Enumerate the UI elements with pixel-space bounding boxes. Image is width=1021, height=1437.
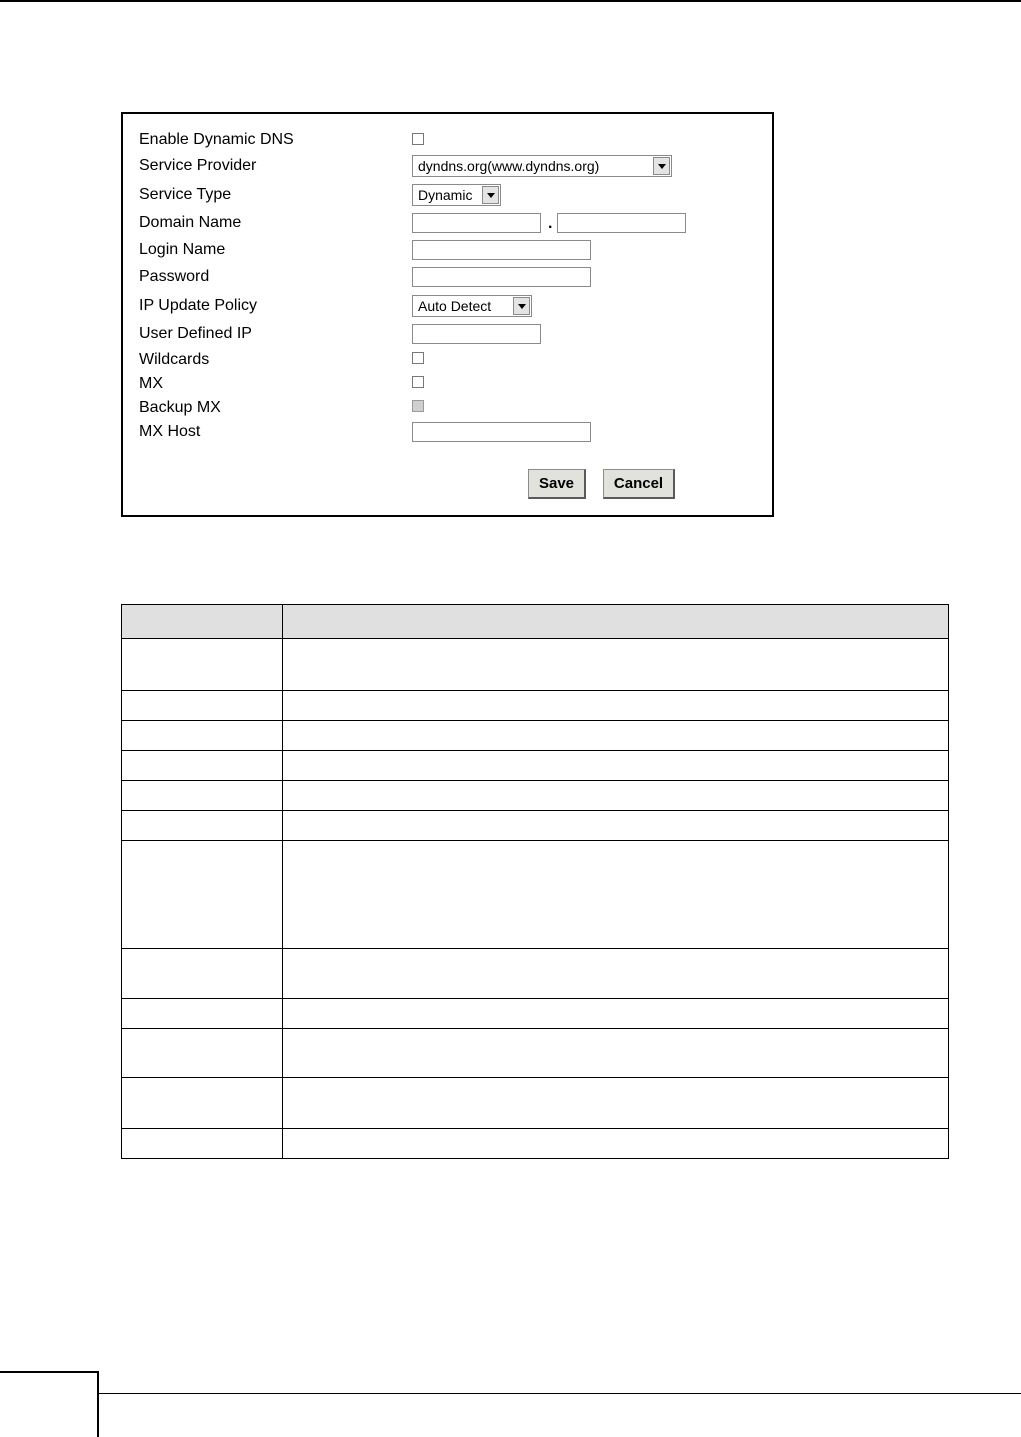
description-table (121, 604, 949, 1159)
password-input[interactable] (412, 267, 591, 287)
row-service-provider (139, 155, 769, 177)
table-row (122, 691, 949, 721)
row-ip-update-policy (139, 295, 769, 317)
page-number-box (0, 1371, 99, 1437)
service-type-value: Dynamic (418, 187, 473, 203)
enable-dynamic-dns-label: Enable Dynamic DNS (139, 131, 294, 148)
row-domain-name (139, 212, 769, 234)
row-wildcards (139, 349, 769, 371)
service-provider-value: dyndns.org(www.dyndns.org) (418, 158, 600, 174)
ip-update-policy-select[interactable] (412, 295, 532, 317)
chevron-down-icon[interactable] (482, 186, 499, 204)
mx-checkbox[interactable] (412, 376, 424, 388)
row-backup-mx (139, 397, 769, 419)
wildcards-label: Wildcards (139, 351, 210, 368)
table-row (122, 1029, 949, 1078)
login-name-label: Login Name (139, 241, 226, 258)
table-row (122, 1129, 949, 1159)
table-row (122, 811, 949, 841)
service-provider-label: Service Provider (139, 157, 257, 174)
user-defined-ip-label: User Defined IP (139, 325, 252, 342)
backup-mx-checkbox[interactable] (412, 400, 424, 412)
save-button[interactable]: Save (528, 469, 586, 499)
wildcards-checkbox[interactable] (412, 352, 424, 364)
cancel-button[interactable]: Cancel (603, 469, 675, 499)
dynamic-dns-panel (121, 112, 774, 517)
row-mx-host (139, 421, 769, 443)
service-provider-select[interactable] (412, 155, 672, 177)
row-user-defined-ip (139, 323, 769, 345)
chevron-down-icon[interactable] (653, 157, 670, 175)
mx-label: MX (139, 375, 163, 392)
table-header-cell (283, 605, 949, 639)
table-header-cell (122, 605, 283, 639)
table-row (122, 721, 949, 751)
row-password (139, 266, 769, 288)
footer-rule (99, 1393, 1021, 1394)
domain-name-label: Domain Name (139, 214, 242, 231)
table-row (122, 751, 949, 781)
row-mx (139, 373, 769, 395)
mx-host-input[interactable] (412, 422, 591, 442)
table-row (122, 1078, 949, 1129)
row-service-type (139, 184, 769, 206)
table-header-row (122, 605, 949, 639)
service-type-select[interactable] (412, 184, 501, 206)
domain-name-host-input[interactable] (412, 213, 541, 233)
table-row (122, 999, 949, 1029)
password-label: Password (139, 268, 210, 285)
table-row (122, 639, 949, 691)
table-row (122, 949, 949, 999)
row-login-name (139, 239, 769, 261)
mx-host-label: MX Host (139, 423, 201, 440)
ip-update-policy-label: IP Update Policy (139, 297, 257, 314)
row-enable-dynamic-dns (139, 129, 769, 151)
ip-update-policy-value: Auto Detect (418, 298, 492, 314)
domain-name-domain-input[interactable] (557, 213, 686, 233)
login-name-input[interactable] (412, 240, 591, 260)
page-top-rule (0, 0, 1021, 2)
table-row (122, 781, 949, 811)
enable-dynamic-dns-checkbox[interactable] (412, 133, 424, 145)
domain-separator: . (548, 215, 553, 232)
backup-mx-label: Backup MX (139, 399, 221, 416)
table-row (122, 841, 949, 949)
chevron-down-icon[interactable] (513, 297, 530, 315)
service-type-label: Service Type (139, 186, 232, 203)
user-defined-ip-input[interactable] (412, 324, 541, 344)
